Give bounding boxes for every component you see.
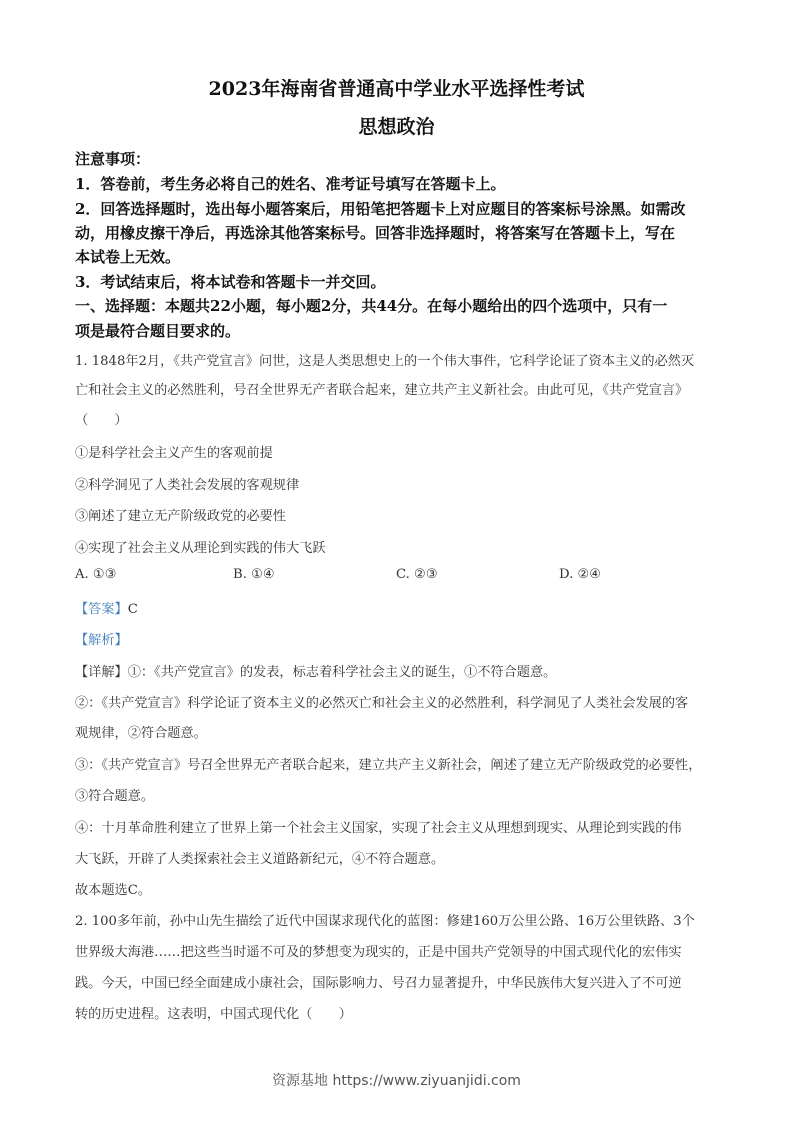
section-heading-cont: 项是最符合题目要求的。: [75, 322, 241, 340]
exam-title: 2023年海南省普通高中学业水平选择性考试: [208, 78, 585, 100]
q2-stem-line-1: 2. 100多年前，孙中山先生描绘了近代中国谋求现代化的蓝图：修建160万公里公路、16万公里铁路、3个: [75, 914, 695, 929]
q1-answer: [75, 598, 138, 617]
notice-item-3: 3．考试结束后，将本试卷和答题卡一并交回。: [75, 273, 386, 291]
notice-item-1: 1．答卷前，考生务必将自己的姓名、准考证号填写在答题卡上。: [75, 175, 506, 193]
notice-heading: 注意事项：: [75, 150, 151, 168]
q1-detail-line-1: 【详解】①：《共产党宣言》的发表，标志着科学社会主义的诞生，①不符合题意。: [75, 665, 557, 680]
q1-detail-line-5: ③符合题意。: [75, 789, 155, 804]
footer-watermark: 资源基地 https://www.ziyuanjidi.com: [272, 1073, 521, 1089]
q1-stem-line-1: 1. 1848年2月，《共产党宣言》问世，这是人类思想史上的一个伟大事件，它科学论证了资本主义的必然灭: [75, 354, 695, 369]
notice-item-2-end: 本试卷上无效。: [75, 248, 181, 266]
notice-item-2: 2．回答选择题时，选出每小题答案后，用铅笔把答题卡上对应题目的答案标号涂黑。如需改: [75, 200, 686, 218]
q1-statement-2: ②科学洞见了人类社会发展的客观规律: [75, 478, 300, 493]
q1-detail-line-6: ④：十月革命胜利建立了世界上第一个社会主义国家，实现了社会主义从理想到现实、从理论到实践的伟: [75, 821, 682, 836]
q1-detail-line-2: ②：《共产党宣言》科学论证了资本主义的必然灭亡和社会主义的必然胜利，科学洞见了人类社会发展的客: [75, 696, 689, 711]
q1-statement-3: ③阐述了建立无产阶级政党的必要性: [75, 509, 286, 524]
q1-option-a: A. ①③: [75, 567, 117, 582]
q1-statement-1: ①是科学社会主义产生的客观前提: [75, 446, 273, 461]
q1-option-d: D. ②④: [559, 567, 602, 582]
q1-answer-blank: （ ）: [75, 413, 128, 428]
q1-detail-line-7: 大飞跃，开辟了人类探索社会主义道路新纪元，④不符合题意。: [75, 852, 445, 867]
q1-detail-line-3: 观规律，②符合题意。: [75, 726, 207, 741]
answer-value: C: [127, 602, 138, 617]
analysis-label: 【解析】: [75, 633, 128, 648]
q1-detail-line-4: ③：《共产党宣言》号召全世界无产者联合起来，建立共产主义新社会，阐述了建立无产阶级政党的必要性，: [75, 758, 702, 773]
notice-item-2-cont: 动，用橡皮擦干净后，再选涂其他答案标号。回答非选择题时，将答案写在答题卡上，写在: [75, 224, 676, 242]
section-heading: 一、选择题：本题共22小题，每小题2分，共44分。在每小题给出的四个选项中，只有一: [75, 297, 668, 315]
q1-stem-line-2: 亡和社会主义的必然胜利，号召全世界无产者联合起来，建立共产主义新社会。由此可见，《共产党宣言》: [75, 383, 689, 398]
exam-subject: 思想政治: [358, 116, 435, 138]
q2-stem-line-2: 世界级大海港……把这些当时遥不可及的梦想变为现实的，正是中国共产党领导的中国式现代化的宏伟实: [75, 945, 682, 960]
q1-option-c: C. ②③: [396, 567, 438, 582]
q1-statement-4: ④实现了社会主义从理论到实践的伟大飞跃: [75, 541, 326, 556]
q2-stem-line-4: 转的历史进程。这表明，中国式现代化（ ）: [75, 1007, 352, 1022]
q1-option-b: B. ①④: [233, 567, 275, 582]
q1-conclusion: 故本题选C。: [75, 883, 152, 898]
q2-stem-line-3: 践。今天，中国已经全面建成小康社会，国际影响力、号召力显著提升，中华民族伟大复兴进入了不可逆: [75, 976, 682, 991]
answer-label: 【答案】: [75, 602, 128, 617]
